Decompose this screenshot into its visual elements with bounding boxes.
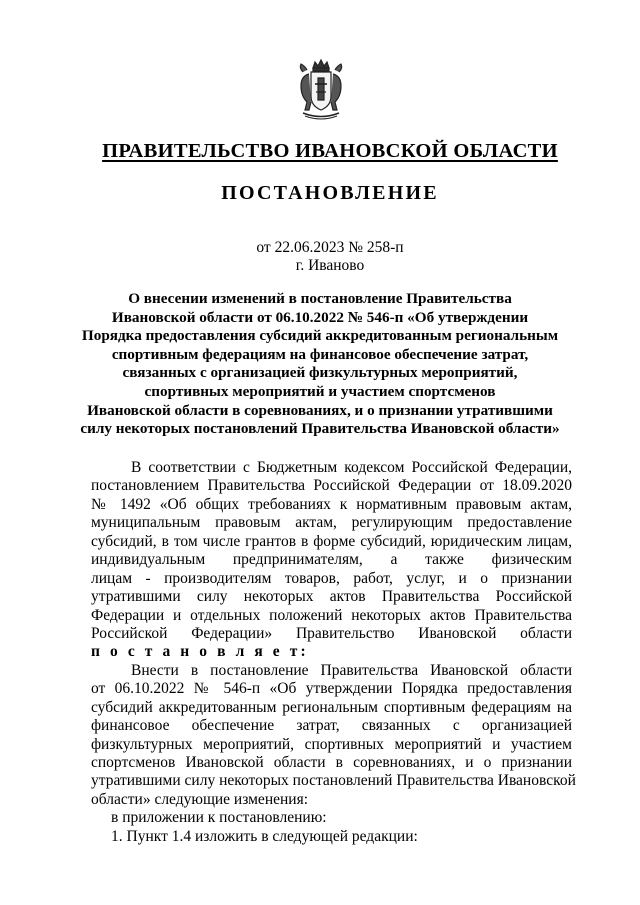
document-type: ПОСТАНОВЛЕНИЕ <box>221 182 439 204</box>
subject-line: О внесении изменений в постановление Правительства <box>128 290 512 307</box>
government-title: ПРАВИТЕЛЬСТВО ИВАНОВСКОЙ ОБЛАСТИ <box>102 140 558 162</box>
paragraph-line: Российской Федерации» Правительство Ивановской области <box>91 624 572 642</box>
subject-line: спортивным федерациям на финансовое обеспечение затрат, <box>111 345 529 363</box>
paragraph-line: области» следующие изменения: <box>91 790 309 808</box>
paragraph-line: Федерации и отдельных положений некоторых актов Правительства <box>91 606 572 624</box>
paragraph-line: Внести в постановление Правительства Ивановской области <box>131 661 572 679</box>
subject-line: силу некоторых постановлений Правительства Ивановской области» <box>80 420 560 438</box>
paragraph-line: физкультурных мероприятий, спортивных мероприятий и участием <box>91 735 572 753</box>
document-date-number: от 22.06.2023 № 258-п <box>256 239 404 256</box>
subject-line: Ивановской области в соревнованиях, и о признании утратившими <box>87 401 553 419</box>
paragraph-line: В соответствии с Бюджетным кодексом Российской Федерации, <box>131 459 572 476</box>
paragraph-line: субсидий, в том числе грантов в форме субсидий, юридическим лицам, <box>91 532 572 550</box>
paragraph-line: утратившими силу некоторых актов Правительства Российской <box>91 588 572 606</box>
postanovlyaet-line: п о с т а н о в л я е т: <box>91 643 309 661</box>
document-subject <box>62 290 578 439</box>
point-line: 1. Пункт 1.4 изложить в следующей редакции: <box>111 827 418 845</box>
paragraph-legal-basis <box>91 459 576 846</box>
document-city: г. Иваново <box>295 257 365 274</box>
paragraph-line: спортсменов Ивановской области в соревнованиях, и о признании <box>91 754 572 771</box>
paragraph-line: постановлением Правительства Российской Федерации от 18.09.2020 <box>91 477 572 495</box>
coat-of-arms-icon <box>295 58 347 122</box>
paragraph-line: муниципальным правовым актам, регулирующим предоставление <box>91 514 572 532</box>
paragraph-line: финансовое обеспечение затрат, связанных с организацией <box>91 717 572 735</box>
paragraph-line: утратившими силу некоторых постановлений Правительства Ивановской <box>91 772 576 790</box>
paragraph-line: субсидий аккредитованным региональным спортивным федерациям на <box>91 698 572 716</box>
subject-line: Порядка предоставления субсидий аккредитованным региональным <box>81 327 559 345</box>
paragraph-line: лицам - производителям товаров, работ, услуг, и о признании <box>91 569 572 587</box>
appendix-line: в приложении к постановлению: <box>111 809 327 827</box>
paragraph-line: № 1492 «Об общих требованиях к нормативным правовым актам, <box>91 495 572 513</box>
subject-line: Ивановской области от 06.10.2022 № 546-п «Об утверждении <box>111 308 529 326</box>
subject-line: спортивных мероприятий и участием спортсменов <box>144 382 496 400</box>
subject-line: связанных с организацией физкультурных мероприятий, <box>122 364 518 382</box>
paragraph-line: от 06.10.2022 № 546-п «Об утверждении Порядка предоставления <box>91 680 572 698</box>
paragraph-line: индивидуальным предпринимателям, а также физическим <box>91 551 572 569</box>
